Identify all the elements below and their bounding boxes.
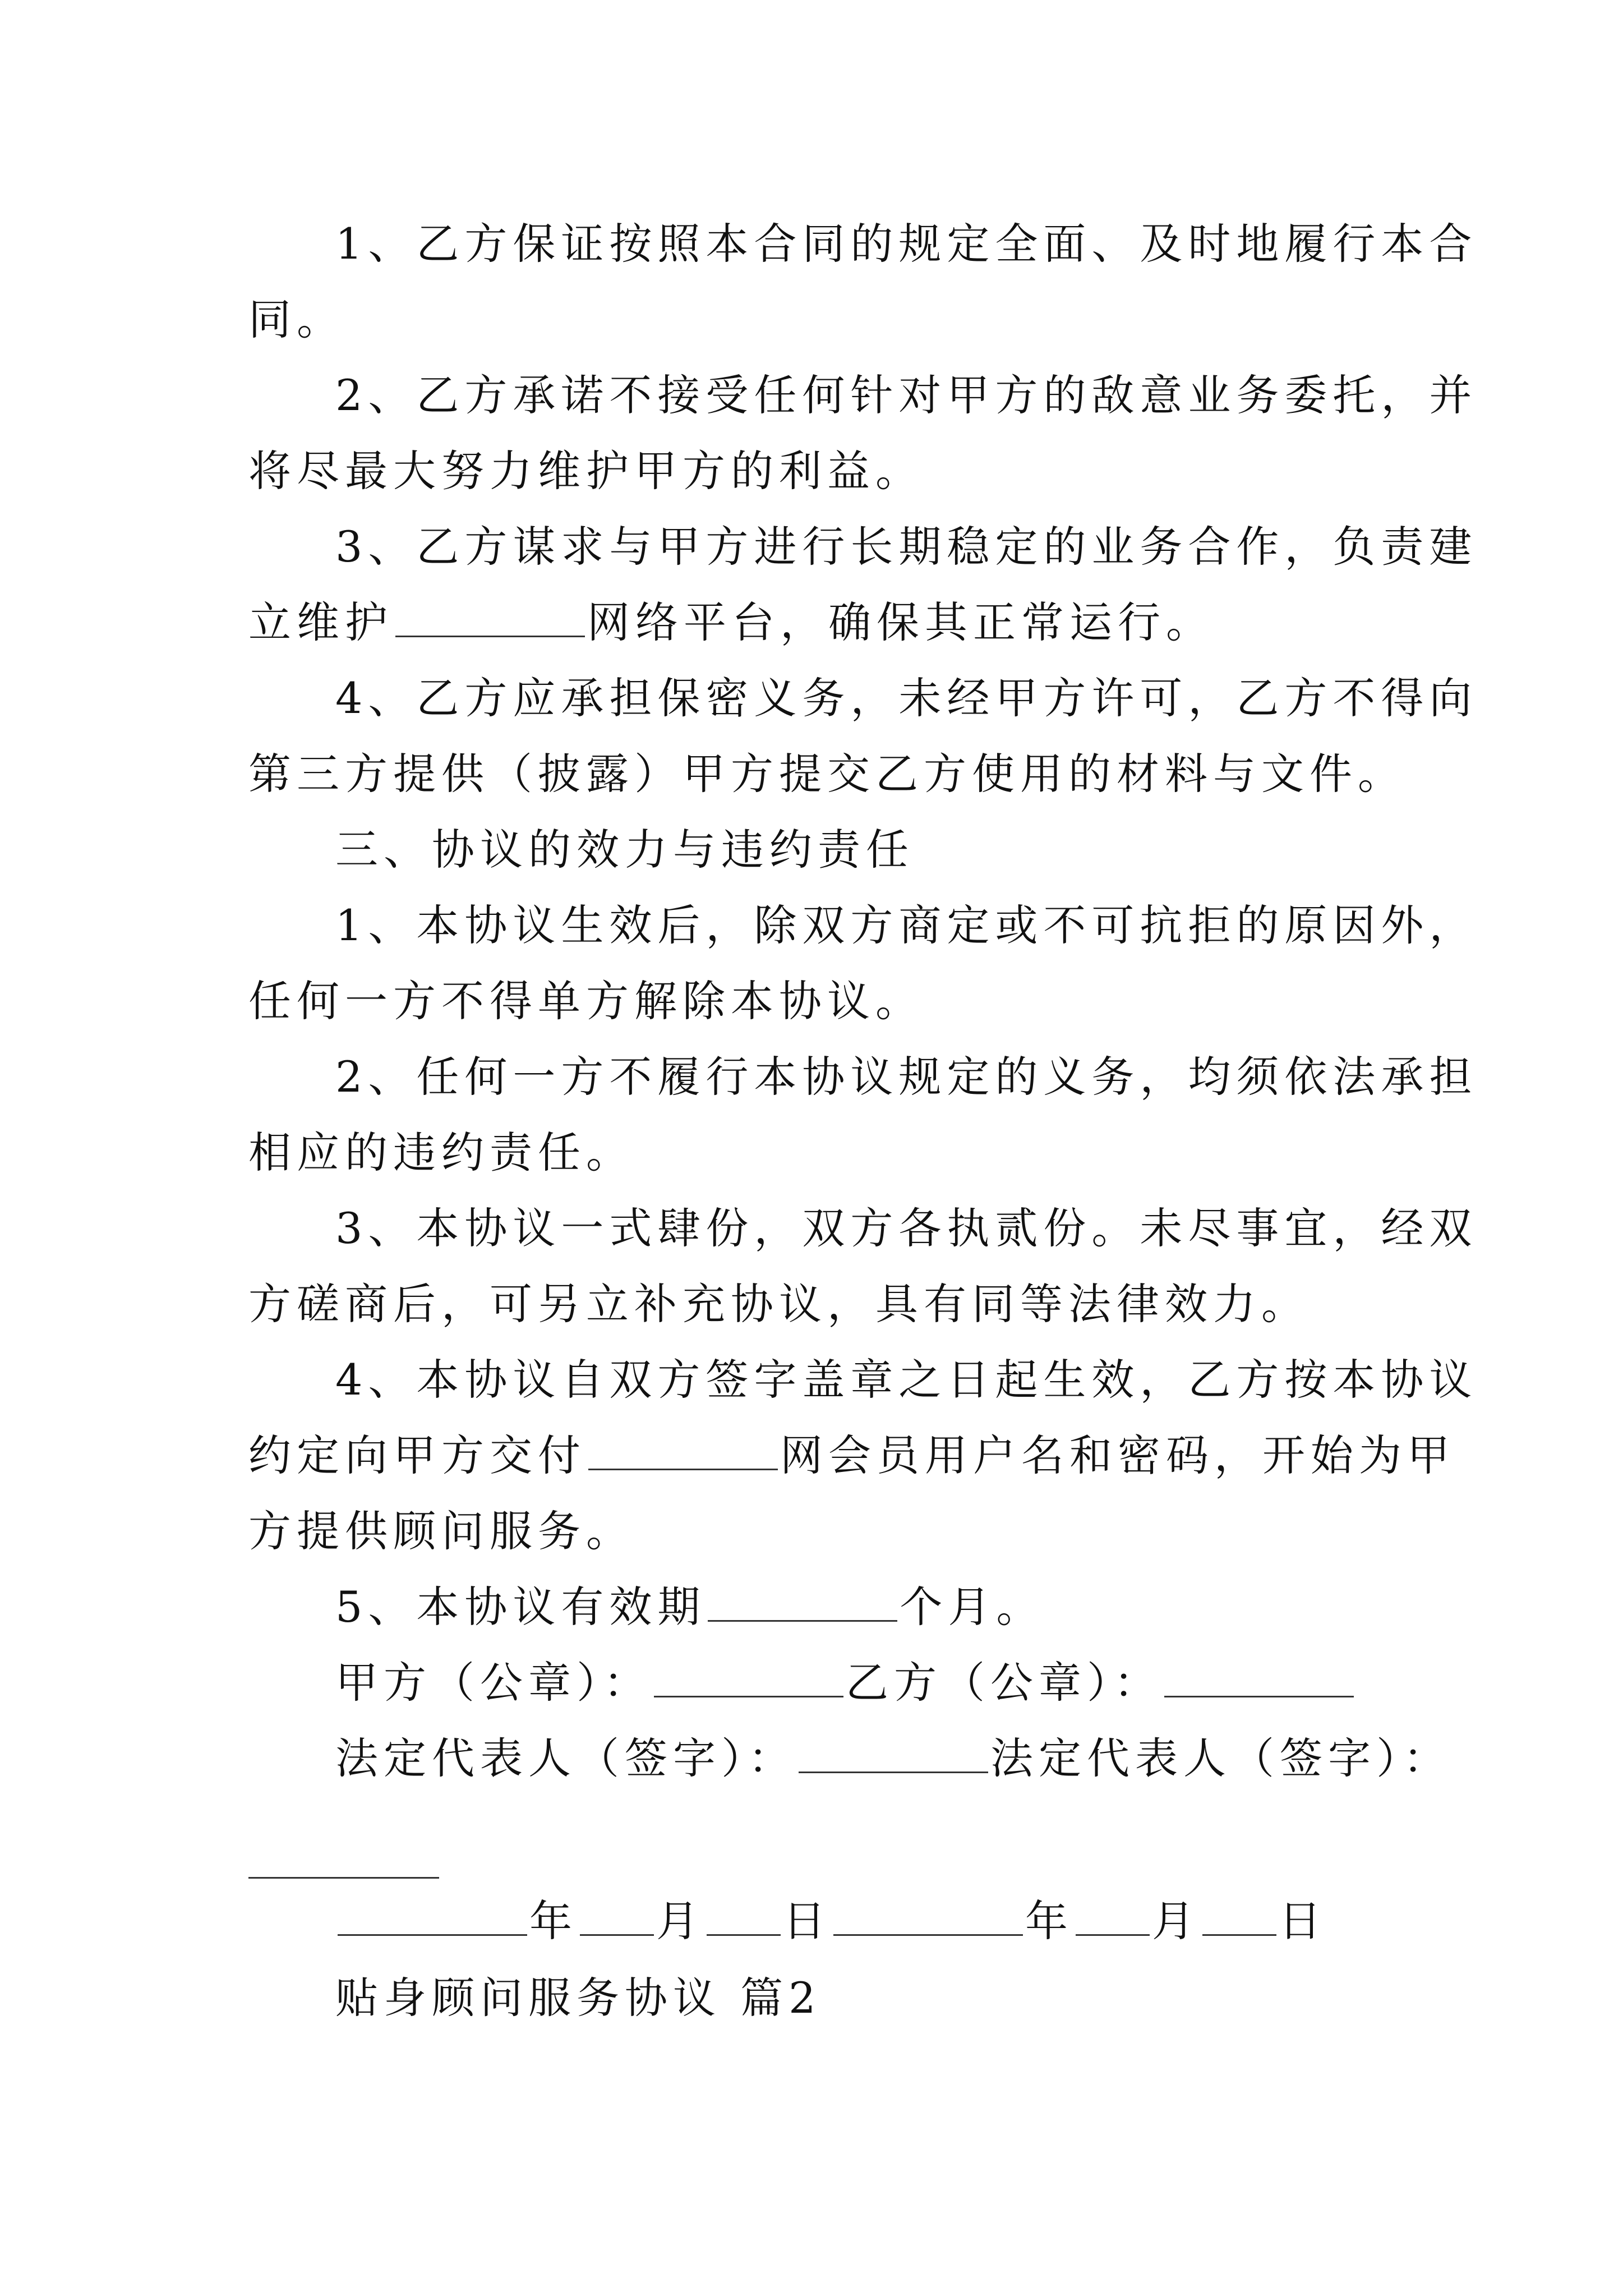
paragraph-line: 2、乙方承诺不接受任何针对甲方的敌意业务委托，并	[335, 370, 1478, 420]
fill-in-blank	[1076, 1895, 1150, 1936]
paragraph-line: 3、本协议一式肆份，双方各执贰份。未尽事宜，经双	[335, 1203, 1478, 1253]
paragraph-line: 3、乙方谋求与甲方进行长期稳定的业务合作，负责建	[335, 522, 1478, 572]
paragraph-line	[248, 1428, 1455, 1484]
fill-in-blank	[588, 1429, 778, 1470]
month-label: 月	[656, 1896, 704, 1946]
fill-in-blank	[654, 1657, 843, 1697]
paragraph-line: 1、本协议生效后，除双方商定或不可抗拒的原因外，	[335, 900, 1478, 950]
paragraph-line: 将尽最大努力维护甲方的利益。	[248, 446, 924, 496]
paragraph-line: 相应的违约责任。	[248, 1128, 634, 1177]
fill-in-blank	[707, 1895, 781, 1936]
next-document-title: 贴身顾问服务协议 篇2	[335, 1973, 822, 2023]
month-label: 月	[1152, 1896, 1200, 1946]
paragraph-line	[248, 595, 1214, 651]
paragraph-line: 第三方提供（披露）甲方提交乙方使用的材料与文件。	[248, 749, 1406, 799]
fill-in-blank	[248, 1877, 439, 1879]
paragraph-line: 1、乙方保证按照本合同的规定全面、及时地履行本合	[335, 219, 1478, 269]
fill-in-blank	[395, 596, 585, 637]
paragraph-line: 4、本协议自双方签字盖章之日起生效，乙方按本协议	[335, 1355, 1478, 1405]
fill-in-blank	[1202, 1895, 1276, 1936]
date-line	[335, 1893, 1327, 1949]
fill-in-blank	[708, 1581, 897, 1622]
signature-line-representative	[335, 1731, 1451, 1787]
fill-in-blank	[338, 1895, 527, 1936]
paragraph-line: 方提供顾问服务。	[248, 1506, 634, 1556]
line-text: 5、本协议有效期	[335, 1582, 706, 1632]
signature-line-seal	[335, 1655, 1356, 1711]
paragraph-line: 4、乙方应承担保密义务，未经甲方许可，乙方不得向	[335, 673, 1478, 723]
paragraph-line: 2、任何一方不履行本协议规定的义务，均须依法承担	[335, 1052, 1478, 1102]
line-text: 个月。	[900, 1582, 1045, 1632]
year-label: 年	[1025, 1896, 1073, 1946]
paragraph-line: 任何一方不得单方解除本协议。	[248, 976, 924, 1026]
line-text: 立维护	[248, 597, 393, 647]
fill-in-blank	[1164, 1657, 1354, 1697]
line-text: 约定向甲方交付	[248, 1430, 586, 1480]
day-label: 日	[1279, 1896, 1327, 1946]
year-label: 年	[529, 1896, 578, 1946]
day-label: 日	[783, 1896, 831, 1946]
line-text: 网络平台，确保其正常运行。	[587, 597, 1214, 647]
party-b-rep-label: 法定代表人（签字）：	[990, 1733, 1451, 1783]
fill-in-blank	[799, 1732, 988, 1773]
line-text: 网会员用户名和密码，开始为甲	[780, 1430, 1455, 1480]
section-heading: 三、协议的效力与违约责任	[335, 825, 914, 875]
paragraph-line: 同。	[248, 295, 345, 344]
fill-in-blank	[833, 1895, 1023, 1936]
party-a-seal-label: 甲方（公章）：	[335, 1658, 652, 1708]
party-b-seal-label: 乙方（公章）：	[846, 1658, 1162, 1708]
party-a-rep-label: 法定代表人（签字）：	[335, 1733, 796, 1783]
paragraph-line	[335, 1579, 1044, 1635]
fill-in-blank	[580, 1895, 654, 1936]
paragraph-line: 方磋商后，可另立补充协议，具有同等法律效力。	[248, 1279, 1310, 1329]
